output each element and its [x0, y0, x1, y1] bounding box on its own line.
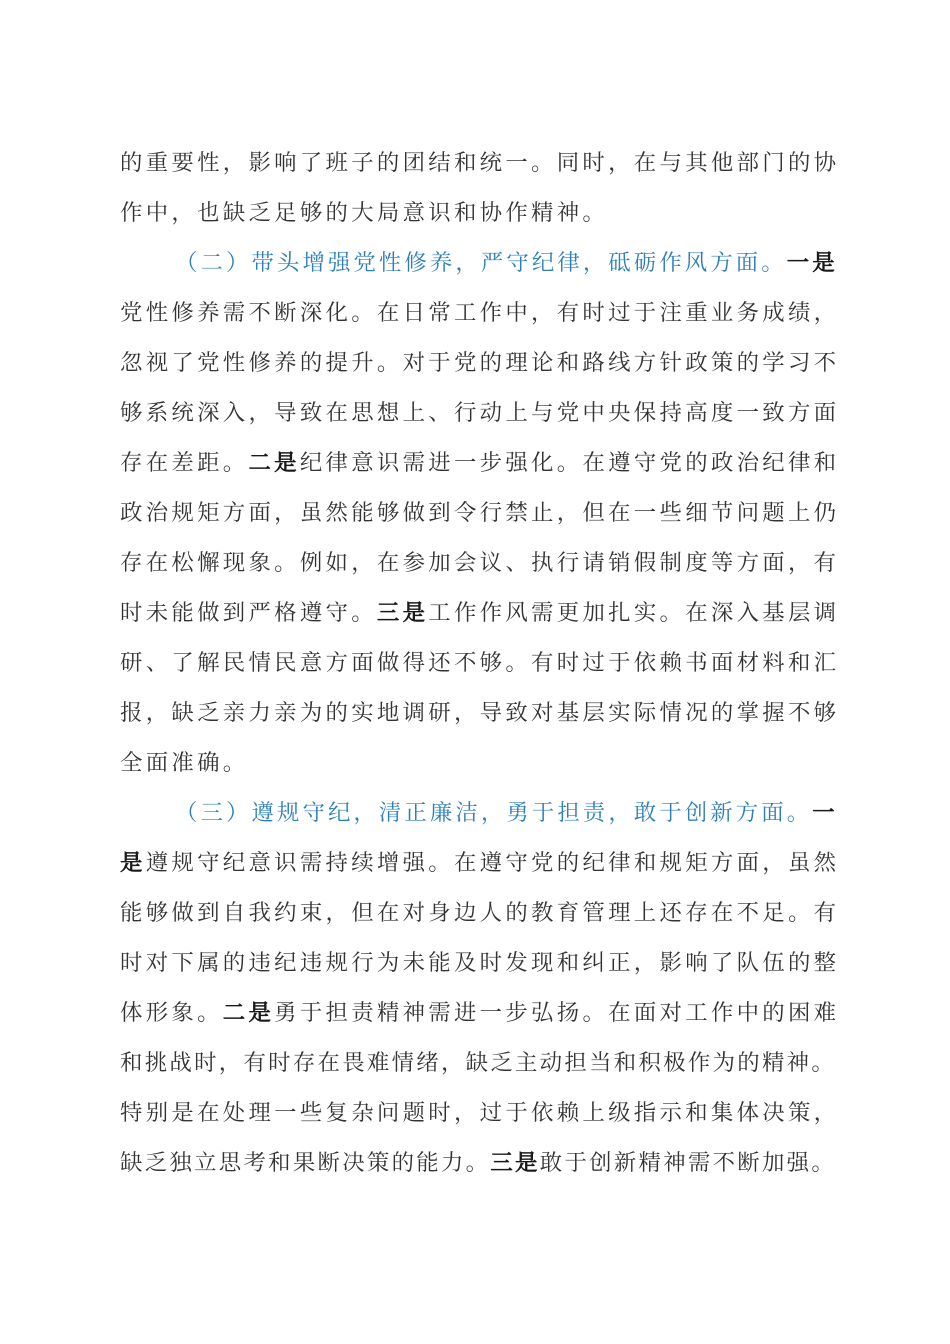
body-text: 能够做到自我约束，但在对身边人的教育管理上还存在不足。有: [120, 900, 840, 926]
body-text: 研、了解民情民意方面做得还不够。有时过于依赖书面材料和汇: [120, 650, 840, 676]
bold-marker: 三是: [490, 1150, 540, 1176]
bold-marker: 二是: [222, 1000, 275, 1026]
section-heading: （三）遵规守纪，清正廉洁，勇于担责，敢于创新方面。: [175, 800, 813, 826]
bold-marker: 一是: [786, 250, 838, 276]
body-text: 敢于创新精神需不断加强。: [539, 1150, 837, 1176]
text-line: [120, 548, 840, 578]
body-text: 缺乏独立思考和果断决策的能力。: [120, 1150, 491, 1176]
body-text: 体形象。: [120, 1000, 223, 1026]
body-text: 纪律意识需进一步强化。在遵守党的政治纪律和: [299, 450, 840, 476]
body-text: 报，缺乏亲力亲为的实地调研，导致对基层实际情况的掌握不够: [120, 700, 840, 726]
text-line: [120, 598, 840, 628]
body-text: 政治规矩方面，虽然能够做到令行禁止，但在一些细节问题上仍: [120, 500, 840, 526]
text-line: [120, 898, 840, 928]
text-line: [120, 948, 840, 978]
text-line: [120, 698, 840, 728]
text-line: [120, 1148, 840, 1178]
text-line: [120, 1098, 840, 1128]
text-line: [120, 398, 840, 428]
text-line: [120, 448, 840, 478]
body-text: 和挑战时，有时存在畏难情绪，缺乏主动担当和积极作为的精神。: [120, 1050, 837, 1076]
text-line: [120, 198, 840, 228]
body-text: 够系统深入，导致在思想上、行动上与党中央保持高度一致方面: [120, 400, 840, 426]
bold-marker: 二是: [248, 450, 300, 476]
text-line: [120, 648, 840, 678]
text-line: [120, 298, 840, 328]
body-text: 遵规守纪意识需持续增强。在遵守党的纪律和规矩方面，虽然: [145, 850, 840, 876]
body-text: 勇于担责精神需进一步弘扬。在面对工作中的困难: [274, 1000, 840, 1026]
bold-marker: 一: [812, 800, 838, 826]
bold-marker: 三是: [376, 600, 429, 626]
body-text: 的重要性，影响了班子的团结和统一。同时，在与其他部门的协: [120, 150, 840, 176]
text-line: [120, 848, 840, 878]
section-heading-line: [175, 248, 840, 278]
text-line: [120, 348, 840, 378]
text-line: [120, 1048, 840, 1078]
section-heading-line: [175, 798, 840, 828]
body-text: 存在差距。: [120, 450, 249, 476]
body-text: 时未能做到严格遵守。: [120, 600, 377, 626]
body-text: 作中，也缺乏足够的大局意识和协作精神。: [120, 200, 609, 226]
body-text: 工作作风需更加扎实。在深入基层调: [428, 600, 840, 626]
text-line: [120, 148, 840, 178]
bold-marker: 是: [120, 850, 146, 876]
body-text: 存在松懈现象。例如，在参加会议、执行请销假制度等方面，有: [120, 550, 840, 576]
body-text: 全面准确。: [120, 750, 249, 776]
body-text: 党性修养需不断深化。在日常工作中，有时过于注重业务成绩，: [120, 300, 840, 326]
body-text: 特别是在处理一些复杂问题时，过于依赖上级指示和集体决策，: [120, 1100, 840, 1126]
body-text: 时对下属的违纪违规行为未能及时发现和纠正，影响了队伍的整: [120, 950, 840, 976]
section-heading: （二）带头增强党性修养，严守纪律，砥砺作风方面。: [175, 250, 787, 276]
text-line: [120, 498, 840, 528]
text-line: [120, 748, 840, 778]
text-line: [120, 998, 840, 1028]
body-text: 忽视了党性修养的提升。对于党的理论和路线方针政策的学习不: [120, 350, 840, 376]
